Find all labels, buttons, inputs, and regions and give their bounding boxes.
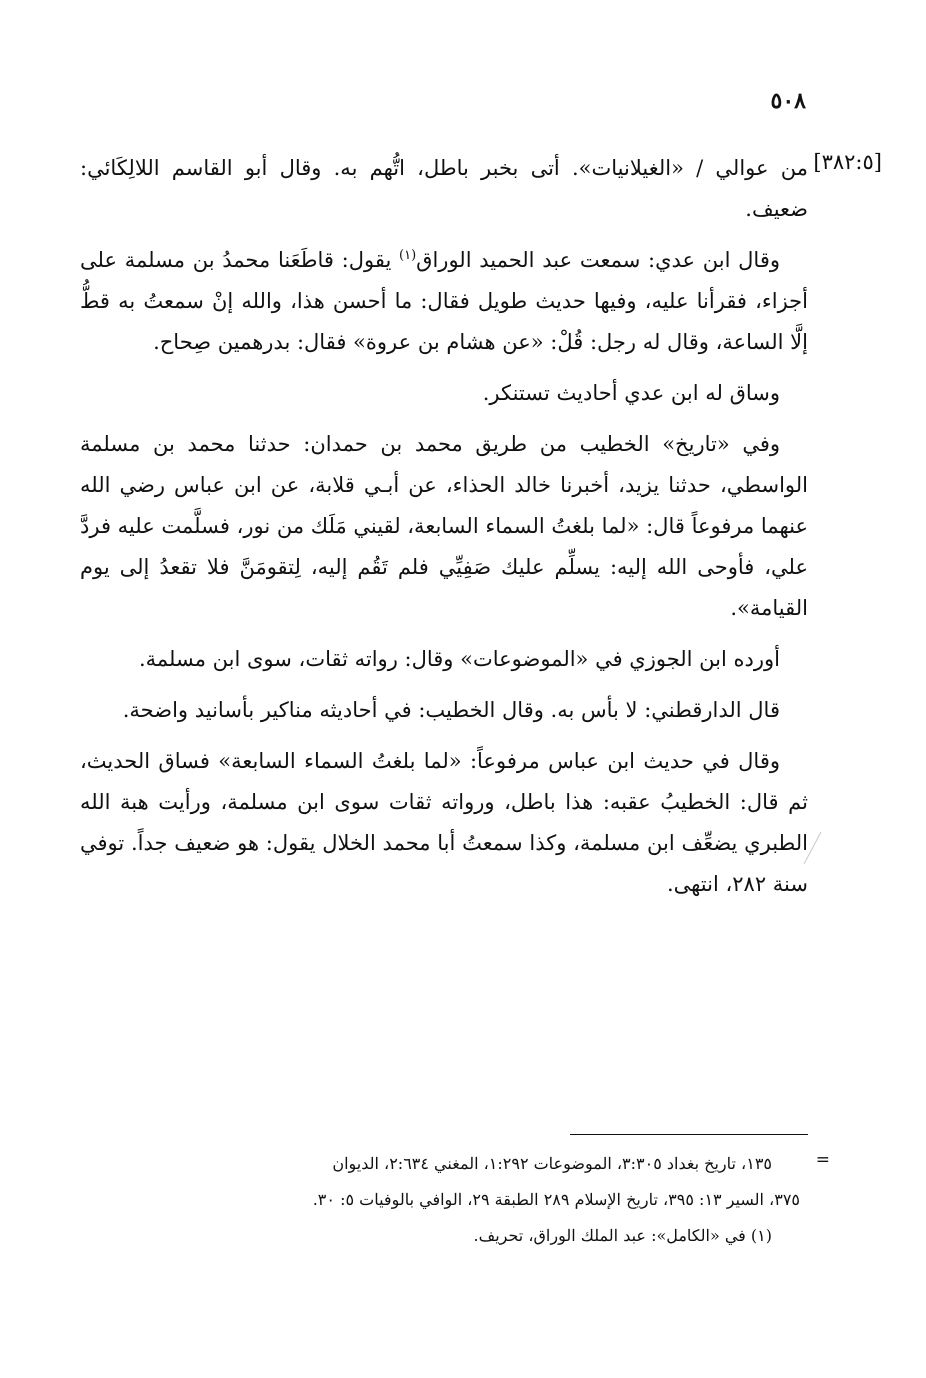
footnote-sources-line-2: ٣٧٥، السير ١٣: ٣٩٥، تاريخ الإسلام ٢٨٩ الطبقة ٢٩، الوافي بالوفيات ٥: ٣٠. (312, 1190, 800, 1209)
footnote-continuation-mark: = (815, 1150, 830, 1170)
paragraph-2-rest: يقول: قاطَعَنا محمدُ بن مسلمة على أجزاء، فقرأنا عليه، وفيها حديث طويل فقال: ما أحسن هذا، والله إنْ سمعتُ به قطُّ إلَّا الساعة، وقال له رجل: قُلْ: «عن هشام بن عروة» فقال: بدرهمين صِحاح. (80, 248, 808, 354)
main-text (80, 148, 808, 915)
paragraph-4: وفي «تاريخ» الخطيب من طريق محمد بن حمدان: حدثنا محمد بن مسلمة الواسطي، حدثنا يزيد، أخبرنا خالد الحذاء، عن أبـي قلابة، عن ابن عباس رضي الله عنهما مرفوعاً قال: «لما بلغتُ السماء السابعة، لقيني مَلَك من نور، فسلَّمت عليه فردَّ علي، فأوحى الله إليه: يسلِّم عليك صَفِيِّي فلم تَقُم إليه، لِتقومَنَّ فلا تقعدُ إلى يوم القيامة». (80, 432, 808, 620)
page-number: ٥٠٨ (770, 88, 806, 114)
margin-reference: [٣٨٢:٥] (813, 150, 882, 174)
paragraph-2-text: وقال ابن عدي: سمعت عبد الحميد الوراق (416, 248, 780, 272)
paragraph-2 (80, 240, 808, 363)
paragraph-6: قال الدارقطني: لا بأس به. وقال الخطيب: في أحاديثه مناكير بأسانيد واضحة. (122, 698, 780, 722)
footnote-1: (١) في «الكامل»: عبد الملك الوراق، تحريف. (473, 1226, 772, 1245)
paragraph-5: أورده ابن الجوزي في «الموضوعات» وقال: رواته ثقات، سوى ابن مسلمة. (138, 647, 780, 671)
footnote-sources-line-1: ١٣٥، تاريخ بغداد ٣:٣٠٥، الموضوعات ١:٢٩٢، المغني ٢:٦٣٤، الديوان (332, 1154, 772, 1173)
paragraph-1: من عوالي / «الغيلانيات». أتى بخبر باطل، اتُّهم به. وقال أبو القاسم اللالِكَائي: ضعيف. (80, 156, 808, 221)
paragraph-3: وساق له ابن عدي أحاديث تستنكر. (482, 381, 780, 405)
footnote-divider (570, 1134, 808, 1135)
footnote-marker[interactable]: (١) (399, 248, 417, 263)
paragraph-7: وقال في حديث ابن عباس مرفوعاً: «لما بلغتُ السماء السابعة» فساق الحديث، ثم قال: الخطيبُ عقبه: هذا باطل، ورواته ثقات سوى ابن مسلمة، ورأيت هبة الله الطبري يضعِّف ابن مسلمة، وكذا سمعتُ أبا محمد الخلال يقول: هو ضعيف جداً. توفي سنة ٢٨٢، انتهى. (80, 749, 808, 896)
footnotes (110, 1146, 800, 1254)
